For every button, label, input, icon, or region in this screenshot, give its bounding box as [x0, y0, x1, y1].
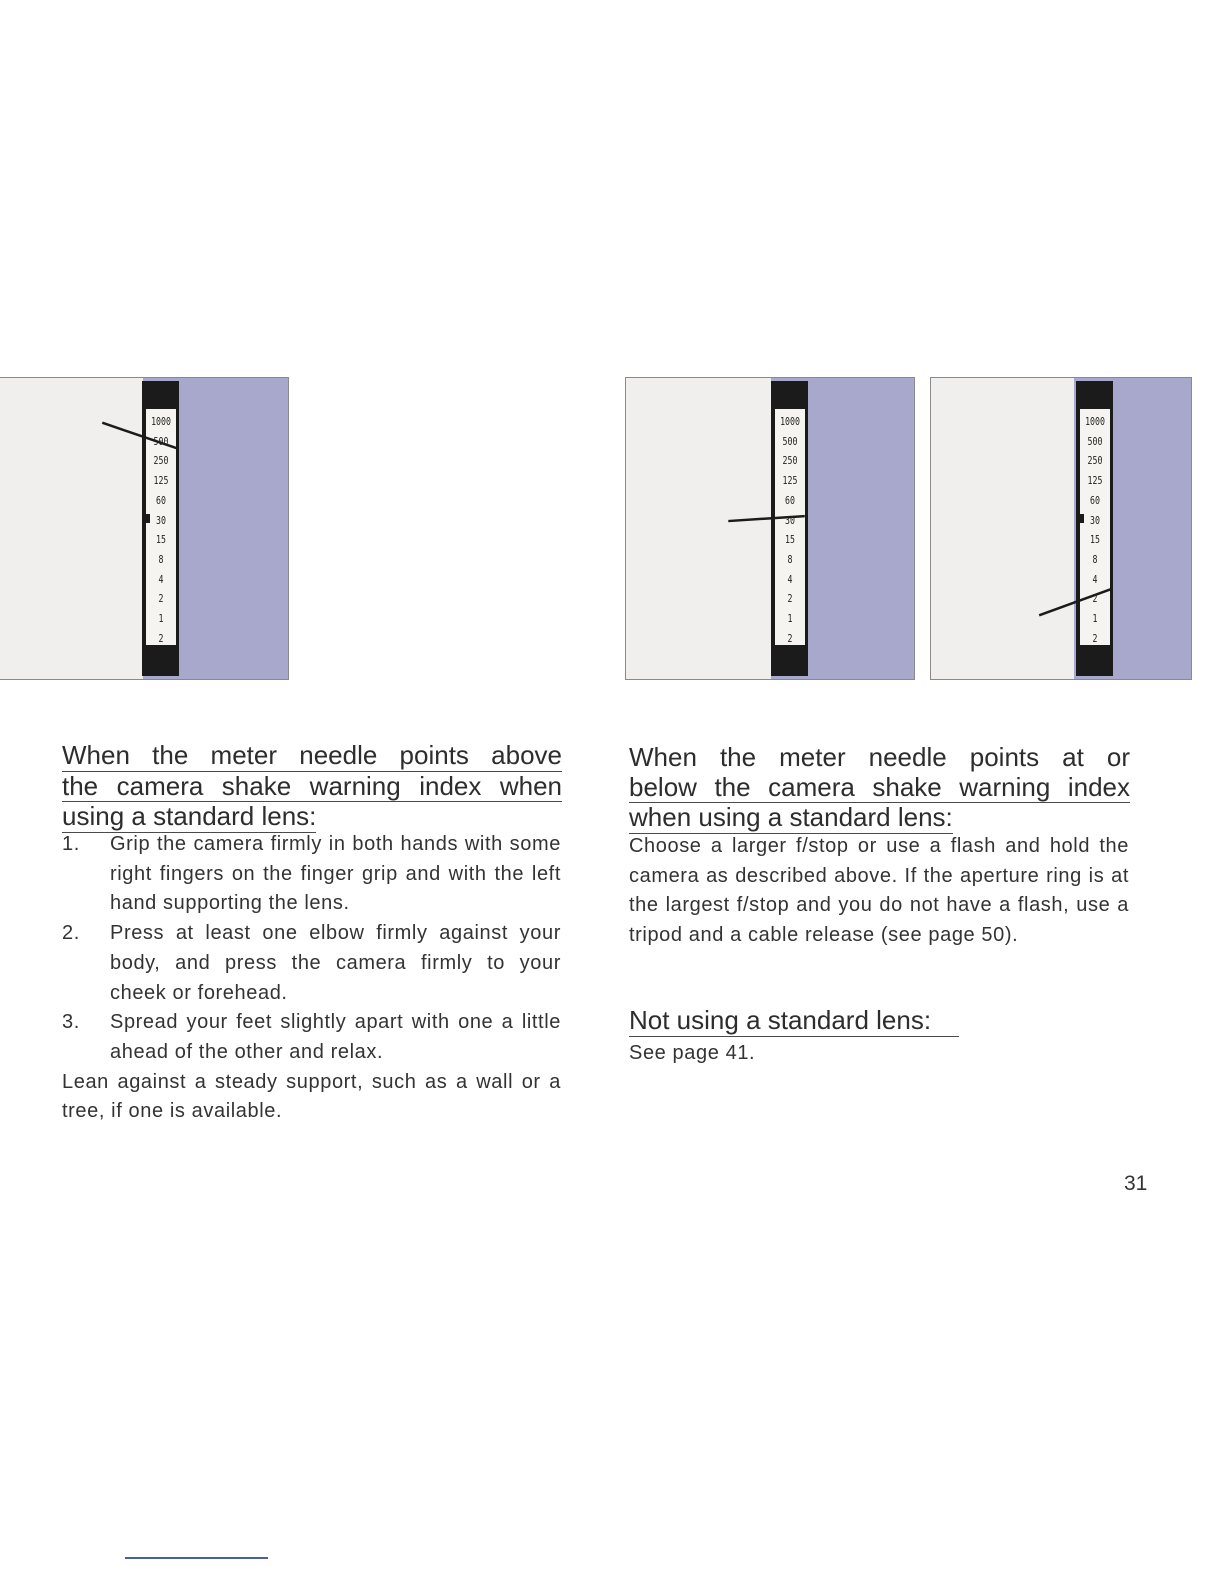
scale-tick-1000: 1000	[780, 415, 800, 428]
scale-tick-1: 1	[1092, 612, 1098, 625]
left-heading	[62, 741, 562, 833]
closing-paragraph: Lean against a steady support, such as a wall or a tree, if one is available.	[62, 1070, 561, 1123]
scale-tick-60: 60	[1090, 493, 1100, 507]
meter-illustration-above	[0, 377, 289, 680]
meter-needle	[626, 378, 914, 679]
heading-line: the camera shake warning index when	[62, 770, 562, 801]
scale-tick-500: 500	[153, 434, 169, 448]
step-number: 2.	[62, 922, 80, 945]
scale-tick-125: 125	[782, 474, 798, 488]
step-number: 1.	[62, 833, 80, 855]
scale-tick-125: 125	[1087, 474, 1103, 488]
list-item	[62, 919, 561, 1008]
scale-tick-1: 1	[158, 612, 164, 625]
step-text: Press at least one elbow firmly against your body, and press the camera firmly to your cheek or forehead.	[110, 922, 561, 1004]
page-number: 31	[1124, 1172, 1148, 1195]
bottom-rule	[125, 1557, 268, 1559]
scale-tick-2: 2	[787, 631, 793, 645]
scale-tick-60: 60	[156, 493, 166, 507]
meter-illustration-below	[930, 377, 1192, 680]
scale-tick-8: 8	[1092, 552, 1098, 566]
scale-tick-125: 125	[153, 474, 169, 488]
right-heading	[629, 743, 1130, 834]
left-body	[62, 830, 561, 1127]
scale-tick-15: 15	[1090, 533, 1100, 547]
scale-tick-1000: 1000	[1085, 415, 1105, 428]
scale-tick-8: 8	[787, 552, 793, 566]
scale-tick-250: 250	[1087, 454, 1103, 468]
scale-tick-2: 2	[1092, 592, 1098, 606]
heading-line: when using a standard lens:	[629, 802, 953, 832]
heading-line: When the meter needle points at or	[629, 742, 1130, 772]
right-paragraph: Choose a larger f/stop or use a flash and hold the camera as described above. If the aperture ring is at the largest f/stop and you do not have a flash, use a tripod and a cable release (see page 50).	[629, 835, 1129, 947]
subheading-text: Not using a standard lens:	[629, 1006, 959, 1037]
right-subheading	[629, 1006, 959, 1037]
heading-line: below the camera shake warning index	[629, 771, 1130, 802]
step-text: Spread your feet slightly apart with one a little ahead of the other and relax.	[110, 1011, 561, 1063]
step-text: Grip the camera firmly in both hands with some right fingers on the finger grip and with the left hand supporting the lens.	[110, 833, 561, 915]
scale-tick-8: 8	[158, 552, 164, 566]
scale-tick-15: 15	[156, 533, 166, 547]
scale-tick-1000: 1000	[151, 415, 171, 428]
scale-tick-30: 30	[156, 513, 166, 527]
scale-tick-500: 500	[1087, 434, 1103, 448]
scale-tick-60: 60	[785, 493, 795, 507]
step-number: 3.	[62, 1011, 80, 1034]
meter-illustration-at	[625, 377, 915, 680]
heading-line: When the meter needle points above	[62, 740, 562, 770]
meter-needle	[0, 378, 288, 679]
scale-tick-15: 15	[785, 533, 795, 547]
scale-tick-4: 4	[1092, 572, 1098, 586]
scale-tick-4: 4	[158, 572, 164, 586]
scale-tick-4: 4	[787, 572, 793, 586]
scale-tick-1: 1	[787, 612, 793, 625]
scale-tick-2: 2	[158, 631, 164, 645]
list-item	[62, 1008, 561, 1067]
list-item	[62, 830, 561, 919]
scale-tick-500: 500	[782, 434, 798, 448]
right-subparagraph: See page 41.	[629, 1042, 756, 1064]
scale-tick-2: 2	[1092, 631, 1098, 645]
scale-tick-250: 250	[153, 454, 169, 468]
meter-needle	[931, 378, 1191, 679]
scale-tick-30: 30	[785, 513, 795, 527]
scale-tick-30: 30	[1090, 513, 1100, 527]
scale-tick-2: 2	[158, 592, 164, 606]
heading-line: using a standard lens:	[62, 801, 317, 831]
scale-tick-2: 2	[787, 592, 793, 606]
scale-tick-250: 250	[782, 454, 798, 468]
